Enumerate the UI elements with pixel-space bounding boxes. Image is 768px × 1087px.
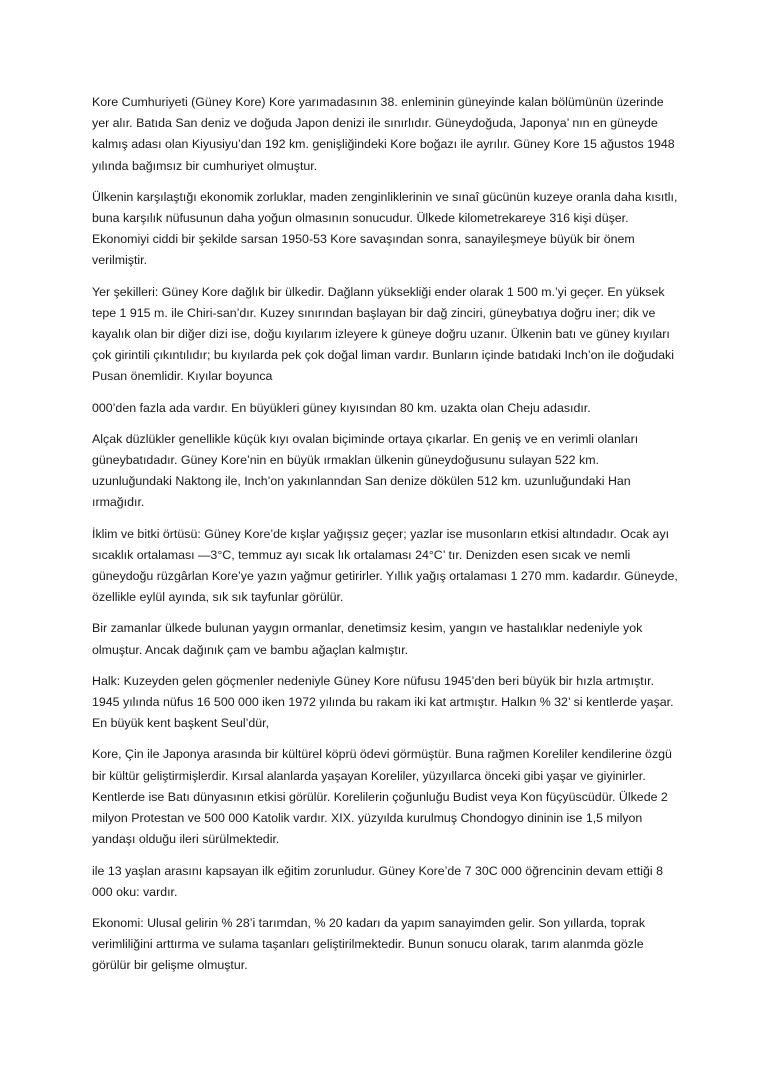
paragraph-economy: Ekonomi: Ulusal gelirin % 28’i tarımdan, % 20 kadarı da yapım sanayimden gelir. Son yıllarda, toprak verimliliğini arttırma ve sulama taşanları geliştirilmektedir. Bunun sonucu olarak, tarım alanmda gözle görülür bir gelişme olmuştur. [92, 915, 646, 973]
paragraph-intro: Kore Cumhuriyeti (Güney Kore) Kore yarımadasının 38. enleminin güneyinde kalan bölümünün üzerinde yer alır. Batıda San deniz ve doğuda Japon denizi ile sınırlıdır. Güneydoğuda, Japonya’ nın en güneyde kalmış adası olan Kiyusiyu’dan 192 km. genişliğindeki Kore boğazı ile ayrılır. Güney Kore 15 ağustos 1948 yılında bağımsız bir cumhuriyet olmuştur. [92, 95, 675, 173]
document-body [92, 92, 682, 987]
paragraph-culture: Kore, Çin ile Japonya arasında bir kültürel köprü ödevi görmüştür. Buna rağmen Koreliler kendilerine özgü bir kültür geliştirmişlerdir. Kırsal alanlarda yaşayan Koreliler, yüzyıllarca önceki gibi yaşar ve giyinirler. Kentlerde ise Batı dünyasının etkisi görülür. Korelilerin çoğunluğu Budist veya Kon füçyüscüdür. Ülkede 2 milyon Protestan ve 500 000 Katolik vardır. XIX. yüzyılda kurulmuş Chondogyo dininin ise 1,5 milyon yandaşı olduğu ileri sürülmektedir. [92, 747, 672, 847]
paragraph-population: Halk: Kuzeyden gelen göçmenler nedeniyle Güney Kore nüfusu 1945’den beri büyük bir hızla artmıştır. 1945 yılında nüfus 16 500 000 iken 1972 yılında bu rakam iki kat artmıştır. Halkın % 32’ si kentlerde yaşar. En büyük kent başkent Seul’dür, [92, 673, 674, 731]
paragraph-education: ile 13 yaşlan arasını kapsayan ilk eğitim zorunludur. Güney Kore’de 7 30C 000 öğrencinin devam ettiği 8 000 oku: vardır. [92, 863, 663, 899]
paragraph-forests: Bir zamanlar ülkede bulunan yaygın ormanlar, denetimsiz kesim, yangın ve hastalıklar nedeniyle yok olmuştur. Ancak dağınık çam ve bambu ağaçlan kalmıştır. [92, 621, 643, 657]
paragraph-plains-rivers: Alçak düzlükler genellikle küçük kıyı ovalan biçiminde ortaya çıkarlar. En geniş ve en verimli olanları güneybatıdadır. Güney Kore’nin en büyük ırmaklan ülkenin güneydoğusunu sulayan 522 km. uzunluğundaki Naktong ile, Inch’on yakınlanndan San denize dökülen 512 km. uzunluğundaki Han ırmağıdır. [92, 431, 639, 510]
paragraph-climate: İklim ve bitki örtüsü: Güney Kore’de kışlar yağışsız geçer; yazlar ise musonların etkisi altındadır. Ocak ayı sıcaklık ortalaması —3°C, temmuz ayı sıcak lık ortalaması 24°C’ tır. Denizden esen sıcak ve nemli güneydoğu rüzgârlan Kore’ye yazın yağmur getirirler. Yıllık yağış ortalaması 1 270 mm. kadardır. Güneyde, özellikle eylül ayında, sık sık tayfunlar görülür. [92, 526, 678, 605]
paragraph-economy-overview: Ülkenin karşılaştığı ekonomik zorluklar, maden zenginliklerinin ve sınaî gücünün kuzeye oranla daha kısıtlı, buna karşılık nüfusunun daha yoğun olmasının sonucudur. Ülkede kilometrekareye 316 kişi düşer. Ekonomiyi ciddi bir şekilde sarsan 1950-53 Kore savaşından sonra, sanayileşmeye büyük bir önem verilmiştir. [92, 189, 678, 268]
paragraph-landforms: Yer şekilleri: Güney Kore dağlık bir ülkedir. Dağlann yüksekliği ender olarak 1 500 m.’yi geçer. En yüksek tepe 1 915 m. ile Chiri-san’dır. Kuzey sınırından başlayan bir dağ zinciri, güneybatıya doğru iner; dik ve kayalık olan bir diğer dizi ise, doğu kıyılarım izleyere k güneye doğru uzanır. Ülkenin batı ve güney kıyıları çok girintili çıkıntılıdır; bu kıyılarda pek çok doğal liman vardır. Bunların içinde batıdaki Inch’on ile doğudaki Pusan önemlidir. Kıyılar boyunca [92, 284, 674, 384]
paragraph-islands: 000’den fazla ada vardır. En büyükleri güney kıyısından 80 km. uzakta olan Cheju adasıdır. [92, 400, 591, 415]
